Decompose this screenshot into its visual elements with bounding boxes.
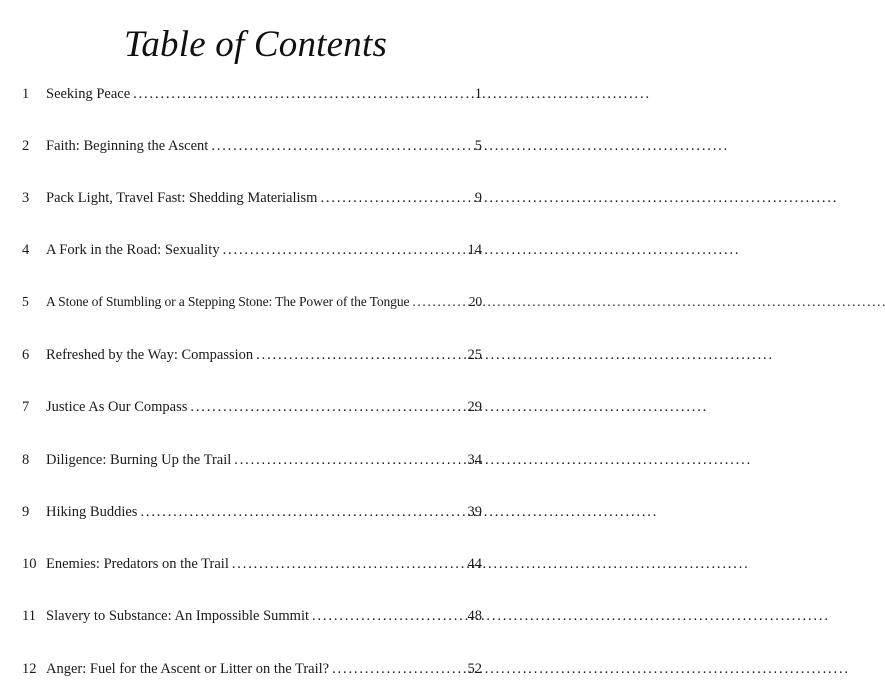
entry-title: A Stone of Stumbling or a Stepping Stone: The Power of the Tongue — [46, 294, 410, 309]
dot-leader — [187, 396, 467, 418]
entry-page: 48 — [467, 608, 482, 624]
toc-entry-5[interactable] — [22, 291, 482, 313]
entry-number: 6 — [22, 347, 30, 363]
entry-page: 44 — [467, 556, 482, 572]
toc-entry-1[interactable] — [22, 83, 482, 105]
entry-title: Slavery to Substance: An Impossible Summit — [46, 608, 310, 624]
entry-page: 20 — [468, 294, 482, 309]
toc-entry-4[interactable] — [22, 239, 482, 261]
entry-title: Enemies: Predators on the Trail — [46, 556, 229, 572]
toc-entry-12[interactable] — [22, 658, 482, 680]
entry-title: A Fork in the Road: Sexuality — [46, 242, 220, 258]
entry-title: Justice As Our Compass — [46, 399, 188, 415]
dot-leader — [220, 239, 468, 261]
dot-leader — [208, 135, 474, 157]
entry-page: 29 — [467, 399, 482, 415]
dot-leader — [329, 658, 467, 680]
toc-entry-10[interactable] — [22, 553, 482, 575]
entry-number: 9 — [22, 504, 30, 520]
entry-page: 52 — [467, 661, 482, 677]
entry-page: 25 — [467, 347, 482, 363]
toc-entry-3[interactable] — [22, 187, 482, 209]
entry-number: 2 — [22, 138, 30, 154]
entry-page: 14 — [467, 242, 482, 258]
entry-title: Refreshed by the Way: Compassion — [46, 347, 254, 363]
dot-leader — [253, 344, 467, 366]
entry-title: Anger: Fuel for the Ascent or Litter on the Trail? — [46, 661, 330, 677]
entry-number: 4 — [22, 242, 30, 258]
toc-entry-9[interactable] — [22, 501, 482, 523]
dot-leader — [409, 291, 468, 313]
entry-number: 12 — [22, 661, 37, 677]
toc-entry-6[interactable] — [22, 344, 482, 366]
dot-leader — [130, 83, 475, 105]
entry-page: 1 — [474, 86, 482, 102]
dot-leader — [309, 605, 467, 627]
entry-page: 5 — [474, 138, 482, 154]
entry-number: 8 — [22, 452, 30, 468]
page-title: Table of Contents — [123, 24, 388, 65]
entry-number: 11 — [22, 608, 36, 624]
entry-title: Pack Light, Travel Fast: Shedding Materialism — [46, 190, 318, 206]
entry-title: Hiking Buddies — [46, 504, 138, 520]
entry-number: 5 — [22, 294, 29, 309]
entry-page: 34 — [467, 452, 482, 468]
dot-leader — [231, 449, 467, 471]
toc-entry-8[interactable] — [22, 449, 482, 471]
entry-number: 3 — [22, 190, 30, 206]
dot-leader — [317, 187, 474, 209]
entry-number: 7 — [22, 399, 30, 415]
entry-title: Faith: Beginning the Ascent — [46, 138, 209, 154]
dot-leader — [229, 553, 468, 575]
toc-entry-2[interactable] — [22, 135, 482, 157]
entry-title: Seeking Peace — [46, 86, 131, 102]
entry-page: 9 — [474, 190, 482, 206]
dot-leader — [137, 501, 467, 523]
entry-page: 39 — [467, 504, 482, 520]
entry-title: Diligence: Burning Up the Trail — [46, 452, 232, 468]
toc-entry-7[interactable] — [22, 396, 482, 418]
toc-entry-11[interactable] — [22, 605, 482, 627]
entry-number: 1 — [22, 86, 30, 102]
entry-number: 10 — [22, 556, 37, 572]
